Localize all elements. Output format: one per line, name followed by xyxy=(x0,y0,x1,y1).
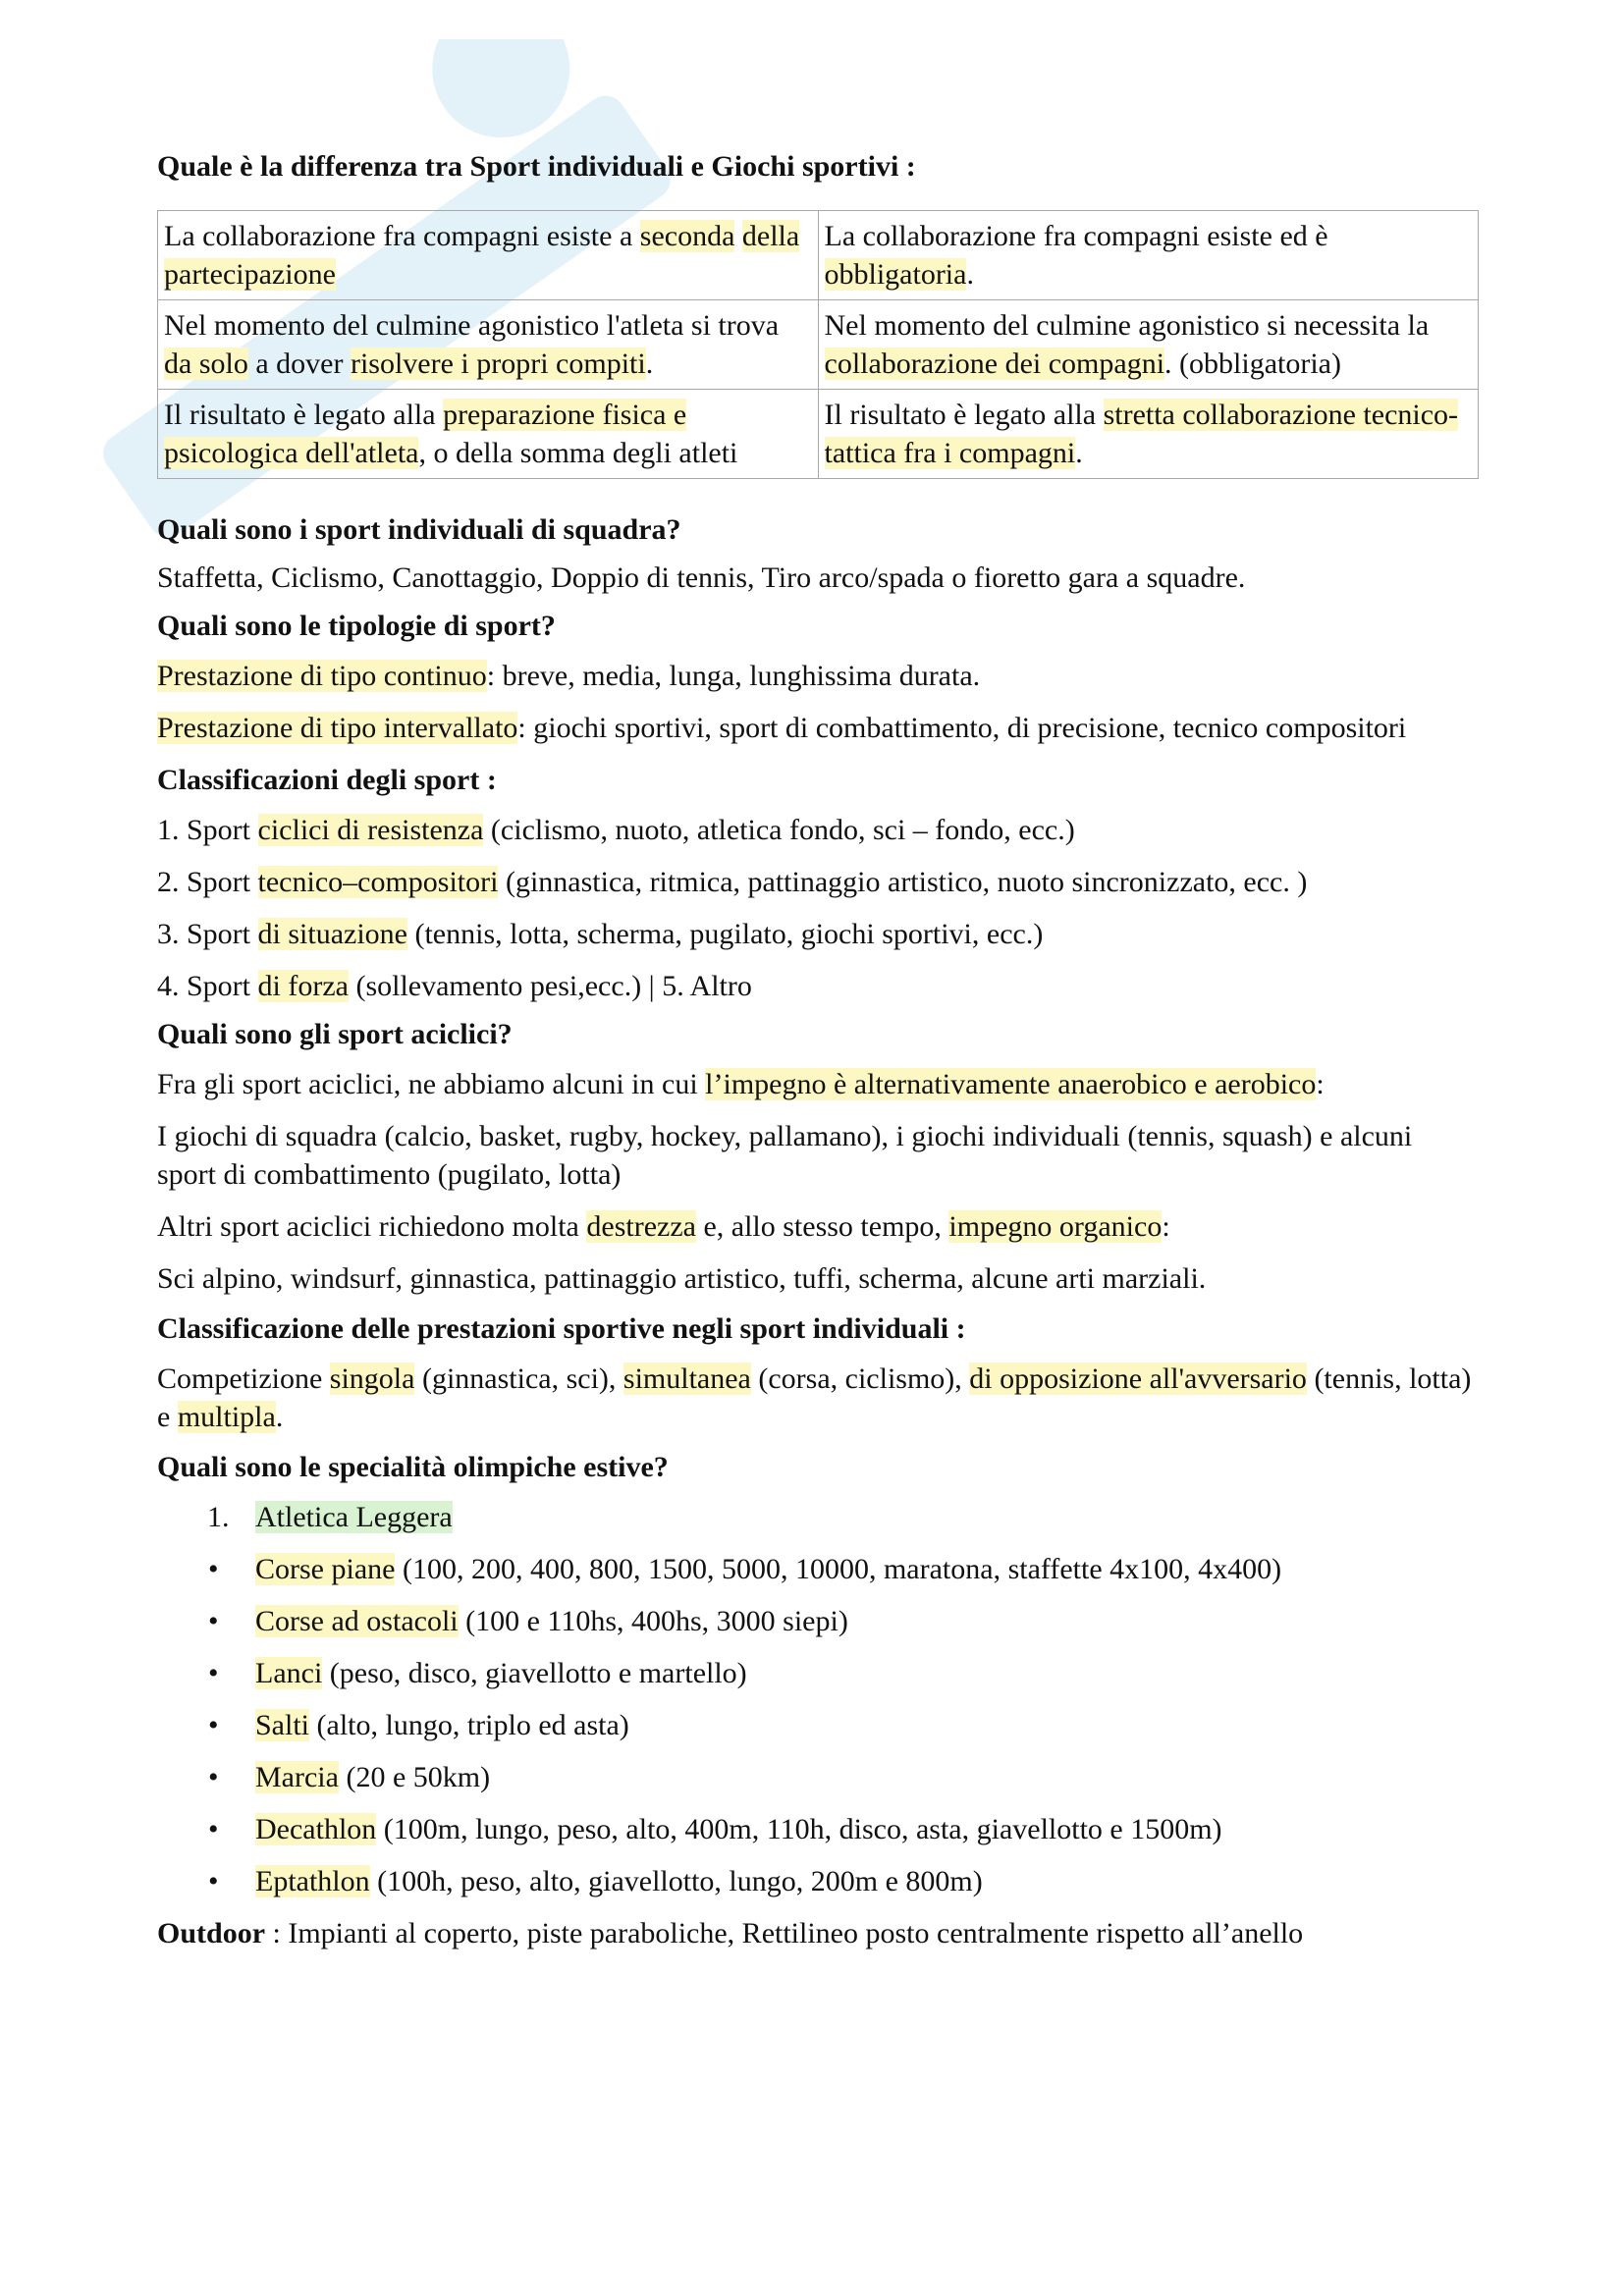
list-item: 3. Sport di situazione (tennis, lotta, scherma, pugilato, giochi sportivi, ecc.) xyxy=(157,918,1044,950)
table-cell: Nel momento del culmine agonistico l'atleta si trova da solo a dover risolvere i propri compiti. xyxy=(158,300,819,390)
bullet-glyph: • xyxy=(208,1605,219,1637)
list-item: 1. Sport ciclici di resistenza (ciclismo, nuoto, atletica fondo, sci – fondo, ecc.) xyxy=(157,814,1075,846)
paragraph: Prestazione di tipo continuo: breve, media, lunga, lunghissima durata. xyxy=(157,660,981,692)
bullet-item xyxy=(157,1706,1478,1744)
item-label: Atletica Leggera xyxy=(255,1501,453,1533)
bullet-text: Lanci (peso, disco, giavellotto e martello) xyxy=(255,1657,747,1689)
outdoor-text: : Impianti al coperto, piste paraboliche, Rettilineo posto centralmente rispetto all’anello xyxy=(265,1917,1304,1949)
heading-differenza: Quale è la differenza tra Sport individuali e Giochi sportivi : xyxy=(157,150,916,183)
table-cell: Nel momento del culmine agonistico si necessita la collaborazione dei compagni. (obbligatoria) xyxy=(818,300,1479,390)
table-cell: Il risultato è legato alla preparazione fisica e psicologica dell'atleta, o della somma degli atleti xyxy=(158,390,819,479)
heading-prestazioni: Classificazione delle prestazioni sportive negli sport individuali : xyxy=(157,1312,966,1345)
bullet-item xyxy=(157,1654,1478,1692)
bullet-text: Marcia (20 e 50km) xyxy=(255,1761,491,1793)
bullet-text: Corse piane (100, 200, 400, 800, 1500, 5000, 10000, maratona, staffette 4x100, 4x400) xyxy=(255,1553,1282,1585)
highlighted-text: risolvere i propri compiti xyxy=(350,347,646,380)
bullet-text: Eptathlon (100h, peso, alto, giavellotto, lungo, 200m e 800m) xyxy=(255,1865,983,1897)
bullet-glyph: • xyxy=(208,1709,219,1741)
highlighted-text: Marcia xyxy=(255,1761,339,1793)
highlighted-text: obbligatoria xyxy=(824,258,967,291)
highlighted-text: Decathlon xyxy=(255,1813,377,1845)
comparison-table xyxy=(157,210,1479,479)
table-row xyxy=(158,300,1479,390)
highlighted-text: Salti xyxy=(255,1709,310,1741)
bullet-glyph: • xyxy=(208,1813,219,1845)
paragraph: Fra gli sport aciclici, ne abbiamo alcuni in cui l’impegno è alternativamente anaerobico e aerobico: xyxy=(157,1068,1325,1100)
highlighted-text: impegno organico xyxy=(948,1210,1163,1243)
paragraph: Prestazione di tipo intervallato: giochi sportivi, sport di combattimento, di precisione, tecnico compositori xyxy=(157,712,1407,744)
heading-olimpiche: Quali sono le specialità olimpiche estive? xyxy=(157,1451,669,1483)
heading-classificazioni: Classificazioni degli sport : xyxy=(157,764,497,796)
table-row xyxy=(158,390,1479,479)
bullet-glyph: • xyxy=(208,1865,219,1897)
highlighted-text: tecnico–compositori xyxy=(257,866,499,898)
bullet-list xyxy=(157,1550,1478,1900)
bullet-glyph: • xyxy=(208,1761,219,1793)
outdoor-label: Outdoor xyxy=(157,1917,266,1949)
bullet-text: Salti (alto, lungo, triplo ed asta) xyxy=(255,1709,629,1741)
highlighted-text: seconda xyxy=(639,220,735,252)
highlighted-text: destrezza xyxy=(586,1210,696,1243)
heading-sport-squadra: Quali sono i sport individuali di squadra? xyxy=(157,513,681,546)
table-cell: La collaborazione fra compagni esiste a seconda della partecipazione xyxy=(158,211,819,300)
document-page xyxy=(157,147,1478,1952)
bullet-item xyxy=(157,1550,1478,1588)
highlighted-text: Eptathlon xyxy=(255,1865,370,1897)
highlighted-text: Prestazione di tipo intervallato xyxy=(157,712,518,744)
numbered-item xyxy=(157,1498,1478,1536)
heading-tipologie: Quali sono le tipologie di sport? xyxy=(157,610,556,642)
bullet-glyph: • xyxy=(208,1657,219,1689)
highlighted-text: Corse piane xyxy=(255,1553,396,1585)
bullet-item xyxy=(157,1758,1478,1796)
highlighted-text: collaborazione dei compagni xyxy=(824,347,1165,380)
table-cell: La collaborazione fra compagni esiste ed è obbligatoria. xyxy=(818,211,1479,300)
highlighted-text: singola xyxy=(329,1362,415,1395)
paragraph: Staffetta, Ciclismo, Canottaggio, Doppio di tennis, Tiro arco/spada o fioretto gara a squadre. xyxy=(157,561,1246,594)
list-item: 4. Sport di forza (sollevamento pesi,ecc.) | 5. Altro xyxy=(157,970,752,1002)
highlighted-text: di situazione xyxy=(257,918,407,950)
highlighted-text: l’impegno è alternativamente anaerobico e aerobico xyxy=(705,1068,1317,1100)
bullet-text: Decathlon (100m, lungo, peso, alto, 400m, 110h, disco, asta, giavellotto e 1500m) xyxy=(255,1813,1222,1845)
highlighted-text: di forza xyxy=(257,970,349,1002)
table-row xyxy=(158,211,1479,300)
highlighted-text: di opposizione all'avversario xyxy=(969,1362,1307,1395)
paragraph: I giochi di squadra (calcio, basket, rugby, hockey, pallamano), i giochi individuali (tennis, squash) e alcuni sport di combattimento (pugilato, lotta) xyxy=(157,1120,1413,1191)
outdoor-line xyxy=(157,1914,1478,1952)
bullet-text: Corse ad ostacoli (100 e 110hs, 400hs, 3000 siepi) xyxy=(255,1605,848,1637)
heading-aciclici: Quali sono gli sport aciclici? xyxy=(157,1018,513,1050)
paragraph: Competizione singola (ginnastica, sci), simultanea (corsa, ciclismo), di opposizione all'avversario (tennis, lotta) e multipla. xyxy=(157,1362,1472,1433)
highlighted-text: Lanci xyxy=(255,1657,323,1689)
table-cell: Il risultato è legato alla stretta collaborazione tecnico-tattica fra i compagni. xyxy=(818,390,1479,479)
paragraph: Sci alpino, windsurf, ginnastica, pattinaggio artistico, tuffi, scherma, alcune arti marziali. xyxy=(157,1262,1207,1295)
paragraph: Altri sport aciclici richiedono molta destrezza e, allo stesso tempo, impegno organico: xyxy=(157,1210,1170,1243)
highlighted-text: simultanea xyxy=(622,1362,751,1395)
highlighted-text: multipla xyxy=(177,1401,276,1433)
bullet-item xyxy=(157,1862,1478,1900)
highlighted-text: da solo xyxy=(164,347,248,380)
item-number: 1. xyxy=(207,1501,230,1533)
highlighted-text: della partecipazione xyxy=(164,220,800,291)
bullet-item xyxy=(157,1810,1478,1848)
bullet-item xyxy=(157,1602,1478,1640)
highlighted-text: stretta collaborazione tecnico-tattica fra i compagni xyxy=(824,399,1459,469)
highlighted-text: preparazione fisica e psicologica dell'atleta xyxy=(164,399,687,469)
list-item: 2. Sport tecnico–compositori (ginnastica, ritmica, pattinaggio artistico, nuoto sincronizzato, ecc. ) xyxy=(157,866,1308,898)
highlighted-text: ciclici di resistenza xyxy=(257,814,484,846)
bullet-glyph: • xyxy=(208,1553,219,1585)
highlighted-text: Corse ad ostacoli xyxy=(255,1605,459,1637)
highlighted-text: Prestazione di tipo continuo xyxy=(157,660,487,692)
